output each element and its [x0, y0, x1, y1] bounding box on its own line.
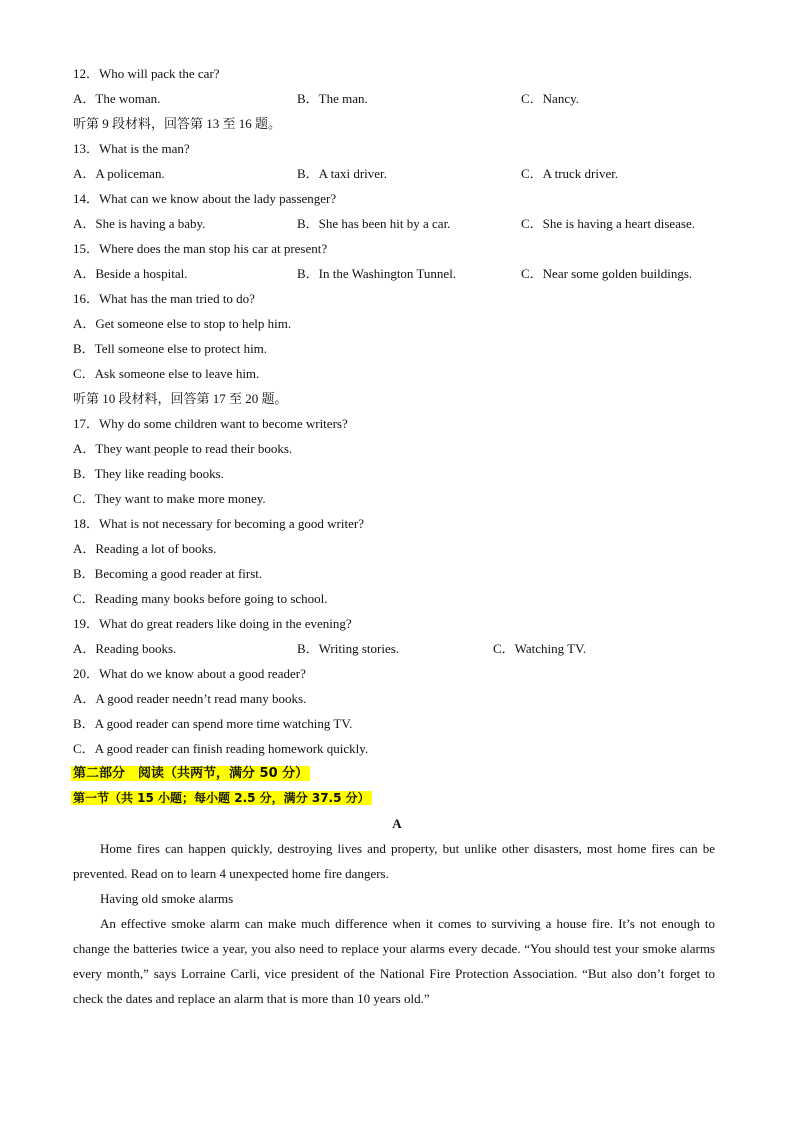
- question-12-option-a: A．The woman.: [73, 91, 161, 106]
- question-14-option-a: A．She is having a baby.: [73, 216, 206, 231]
- question-18-option-b: B．Becoming a good reader at first.: [73, 566, 263, 581]
- question-12-option-c: C．Nancy.: [521, 91, 580, 106]
- question-17-option-a: A．They want people to read their books.: [73, 441, 293, 456]
- question-20-option-a: A．A good reader needn’t read many books.: [73, 691, 307, 706]
- question-18-option-c: C．Reading many books before going to school.: [73, 591, 328, 606]
- question-17-stem: 17．Why do some children want to become writers?: [73, 416, 348, 431]
- question-12-stem: 12．Who will pack the car?: [73, 66, 220, 81]
- question-14-option-b: B．She has been hit by a car.: [297, 216, 451, 231]
- question-19-option-a: A．Reading books.: [73, 641, 177, 656]
- question-16-option-c: C．Ask someone else to leave him.: [73, 366, 260, 381]
- question-16-stem: 16．What has the man tried to do?: [73, 291, 255, 306]
- question-20-stem: 20．What do we know about a good reader?: [73, 666, 306, 681]
- question-14-option-c: C．She is having a heart disease.: [521, 216, 696, 231]
- question-16-option-b: B．Tell someone else to protect him.: [73, 341, 268, 356]
- question-19-option-c: C．Watching TV.: [493, 641, 587, 656]
- question-18-option-a: A．Reading a lot of books.: [73, 541, 217, 556]
- question-18-stem: 18．What is not necessary for becoming a good writer?: [73, 516, 364, 531]
- question-13-stem: 13．What is the man?: [73, 141, 190, 156]
- question-15-stem: 15．Where does the man stop his car at present?: [73, 241, 328, 256]
- question-20-option-c: C．A good reader can finish reading homework quickly.: [73, 741, 369, 756]
- question-17-option-b: B．They like reading books.: [73, 466, 224, 481]
- question-20-option-b: B．A good reader can spend more time watching TV.: [73, 716, 353, 731]
- question-12-option-b: B．The man.: [297, 91, 368, 106]
- passage-subheading-1: Having old smoke alarms: [100, 891, 234, 906]
- question-13-option-b: B．A taxi driver.: [297, 166, 387, 181]
- instruction-section-10: 听第 10 段材料，回答第 17 至 20 题。: [73, 391, 288, 406]
- question-13-option-a: A．A policeman.: [73, 166, 165, 181]
- question-19-stem: 19．What do great readers like doing in the evening?: [73, 616, 352, 631]
- section-one-heading-text: 第一节（共 15 小题；每小题 2.5 分，满分 37.5 分）: [73, 791, 370, 805]
- passage-label: A: [392, 816, 402, 831]
- question-13-option-c: C．A truck driver.: [521, 166, 619, 181]
- question-14-stem: 14．What can we know about the lady passenger?: [73, 191, 337, 206]
- question-15-option-b: B．In the Washington Tunnel.: [297, 266, 457, 281]
- question-17-option-c: C．They want to make more money.: [73, 491, 266, 506]
- passage-paragraph-1: Home fires can happen quickly, destroying lives and property, but unlike other disasters, most home fires can be prevented. Read on to learn 4 unexpected home fire dangers.: [73, 841, 715, 881]
- question-15-option-a: A．Beside a hospital.: [73, 266, 188, 281]
- section-one-heading: [71, 790, 372, 806]
- question-16-option-a: A．Get someone else to stop to help him.: [73, 316, 292, 331]
- instruction-section-9: 听第 9 段材料，回答第 13 至 16 题。: [73, 116, 282, 131]
- passage-paragraph-2: An effective smoke alarm can make much difference when it comes to surviving a house fire. It’s not enough to change the batteries twice a year, you also need to replace your alarms every decade. “You should test your smoke alarms every month,” says Lorraine Carli, vice president of the National Fire Protection Association. “But also don’t forget to check the dates and replace an alarm that is more than 10 years old.”: [73, 916, 715, 1006]
- part-two-heading-text: 第二部分 阅读（共两节，满分 50 分）: [73, 766, 309, 781]
- question-19-option-b: B．Writing stories.: [297, 641, 400, 656]
- part-two-heading: [71, 765, 310, 782]
- question-15-option-c: C．Near some golden buildings.: [521, 266, 693, 281]
